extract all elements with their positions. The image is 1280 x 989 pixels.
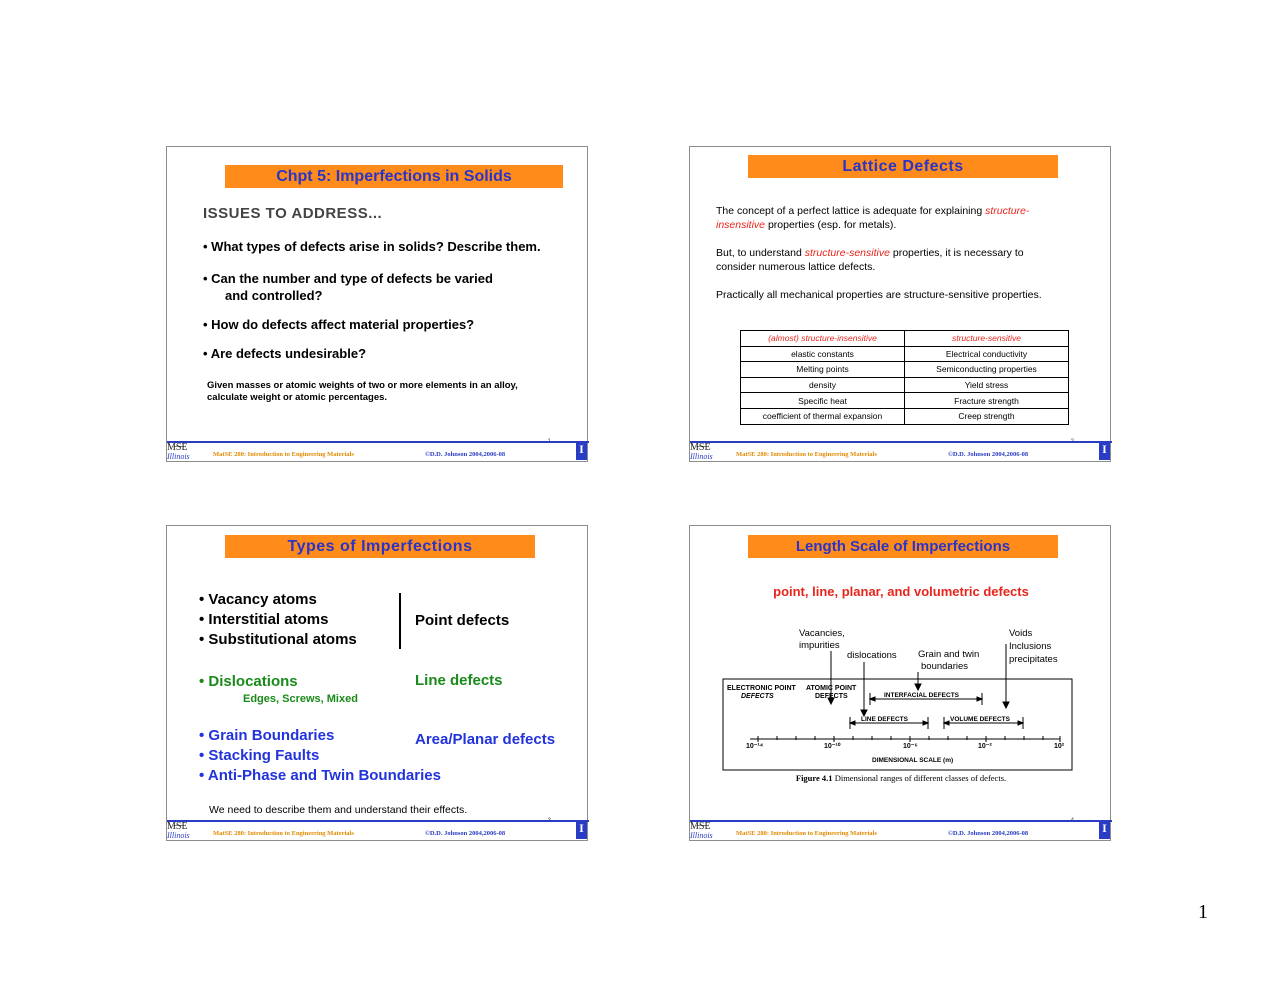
slide-subtitle: point, line, planar, and volumetric defects bbox=[773, 584, 1029, 599]
illinois-i-logo: I bbox=[576, 441, 587, 460]
tick-label: 10⁻² bbox=[978, 743, 992, 750]
note-text: Given masses or atomic weights of two or more elements in an alloy, calculate weight or atomic percentages. bbox=[207, 380, 518, 403]
list-item: • Grain Boundaries bbox=[199, 727, 335, 744]
diag-atomic: ATOMIC POINT bbox=[806, 685, 857, 692]
list-item: • Interstitial atoms bbox=[199, 611, 329, 628]
bullet-item: • What types of defects arise in solids? Describe them. bbox=[203, 239, 541, 254]
page-number: 1 bbox=[1198, 901, 1208, 923]
table-cell: Specific heat bbox=[741, 393, 905, 409]
table-cell: Yield stress bbox=[905, 377, 1069, 393]
diag-volume: VOLUME DEFECTS bbox=[950, 716, 1010, 723]
course-name: MatSE 280: Introduction to Engineering Materials bbox=[736, 451, 877, 458]
list-item: • Anti-Phase and Twin Boundaries bbox=[199, 767, 441, 784]
course-name: MatSE 280: Introduction to Engineering Materials bbox=[213, 451, 354, 458]
bullet-item: • How do defects affect material properties? bbox=[203, 317, 475, 332]
bracket-line bbox=[399, 593, 401, 649]
planar-defects-label: Area/Planar defects bbox=[415, 731, 556, 748]
copyright: ©D.D. Johnson 2004,2006-08 bbox=[948, 830, 1029, 837]
slide-title: Lattice Defects bbox=[748, 155, 1058, 178]
slide-footer bbox=[167, 822, 589, 842]
label-vacancies: Vacancies, bbox=[799, 628, 845, 639]
label-grain: boundaries bbox=[921, 661, 969, 672]
diag-electronic: ELECTRONIC POINT bbox=[727, 685, 796, 692]
tick-label: 10⁻¹⁴ bbox=[746, 743, 764, 750]
point-defects-label: Point defects bbox=[415, 612, 510, 629]
table-cell: elastic constants bbox=[741, 346, 905, 362]
label-precipitates: precipitates bbox=[1009, 654, 1058, 665]
closing-text: We need to describe them and understand their effects. bbox=[209, 804, 468, 816]
line-defects-label: Line defects bbox=[415, 672, 503, 689]
tick-label: 10² bbox=[1054, 743, 1065, 750]
slide-title: Types of Imperfections bbox=[225, 535, 535, 558]
mse-logo: M̶S̶E Illinois bbox=[167, 442, 190, 461]
line-defect-item: • Dislocations bbox=[199, 673, 298, 690]
paragraph-2: But, to understand structure-sensitive properties, it is necessary to consider numerous lattice defects. bbox=[716, 247, 1024, 273]
table-row bbox=[741, 377, 1069, 393]
label-grain: Grain and twin bbox=[918, 649, 980, 660]
planar-defect-list bbox=[199, 726, 441, 786]
slide-2 bbox=[689, 146, 1111, 462]
slide-1 bbox=[166, 146, 588, 462]
slide-3 bbox=[166, 525, 588, 841]
table-cell: Creep strength bbox=[905, 408, 1069, 424]
diag-interfacial: INTERFACIAL DEFECTS bbox=[884, 692, 959, 699]
list-item: • Vacancy atoms bbox=[199, 591, 317, 608]
illinois-i-logo: I bbox=[576, 820, 587, 839]
table-row bbox=[741, 362, 1069, 378]
slide-footer bbox=[690, 822, 1112, 842]
mse-logo: M̶S̶E Illinois bbox=[167, 821, 190, 840]
label-inclusions: Inclusions bbox=[1009, 641, 1052, 652]
slide-footer bbox=[167, 443, 589, 463]
list-item: • Substitutional atoms bbox=[199, 631, 357, 648]
illinois-i-logo: I bbox=[1099, 820, 1110, 839]
figure-caption: Figure 4.1 Dimensional ranges of different classes of defects. bbox=[795, 773, 1007, 783]
illinois-i-logo: I bbox=[1099, 441, 1110, 460]
label-impurities: impurities bbox=[799, 640, 840, 651]
copyright: ©D.D. Johnson 2004,2006-08 bbox=[425, 451, 506, 458]
table-cell: Electrical conductivity bbox=[905, 346, 1069, 362]
slide-4 bbox=[689, 525, 1111, 841]
diag-atomic: DEFECTS bbox=[815, 693, 848, 700]
course-name: MatSE 280: Introduction to Engineering Materials bbox=[736, 830, 877, 837]
copyright: ©D.D. Johnson 2004,2006-08 bbox=[425, 830, 506, 837]
copyright: ©D.D. Johnson 2004,2006-08 bbox=[948, 451, 1029, 458]
table-row bbox=[741, 393, 1069, 409]
table-row bbox=[741, 346, 1069, 362]
mse-logo: M̶S̶E Illinois bbox=[690, 442, 713, 461]
bullet-item-continued: and controlled? bbox=[225, 288, 323, 303]
table-cell: Fracture strength bbox=[905, 393, 1069, 409]
bullet-item: • Are defects undesirable? bbox=[203, 346, 367, 361]
table-cell: density bbox=[741, 377, 905, 393]
label-voids: Voids bbox=[1009, 628, 1033, 639]
diag-electronic: DEFECTS bbox=[741, 693, 774, 700]
bullet-item: • Can the number and type of defects be varied bbox=[203, 271, 493, 286]
list-item: • Stacking Faults bbox=[199, 747, 320, 764]
table-cell: coefficient of thermal expansion bbox=[741, 408, 905, 424]
table-header-cell: (almost) structure-insensitive bbox=[741, 331, 905, 347]
issues-heading: ISSUES TO ADDRESS... bbox=[203, 205, 383, 222]
slide-footer bbox=[690, 443, 1112, 463]
table-header-cell: structure-sensitive bbox=[905, 331, 1069, 347]
course-name: MatSE 280: Introduction to Engineering Materials bbox=[213, 830, 354, 837]
slide-title: Length Scale of Imperfections bbox=[748, 535, 1058, 558]
slide-title: Chpt 5: Imperfections in Solids bbox=[225, 165, 563, 188]
properties-table bbox=[740, 330, 1069, 425]
table-header-row bbox=[741, 331, 1069, 347]
line-defect-subtext: Edges, Screws, Mixed bbox=[243, 693, 358, 705]
table-cell: Melting points bbox=[741, 362, 905, 378]
label-dislocations: dislocations bbox=[847, 650, 897, 661]
diag-line: LINE DEFECTS bbox=[861, 716, 908, 723]
axis-label: DIMENSIONAL SCALE (m) bbox=[872, 757, 954, 764]
mse-logo: M̶S̶E Illinois bbox=[690, 821, 713, 840]
paragraph-1: The concept of a perfect lattice is adequate for explaining structure- insensitive properties (esp. for metals). bbox=[716, 205, 1030, 231]
tick-label: 10⁻¹⁰ bbox=[824, 743, 841, 750]
table-row bbox=[741, 408, 1069, 424]
length-scale-diagram bbox=[720, 622, 1080, 792]
paragraph-3: Practically all mechanical properties are structure-sensitive properties. bbox=[716, 289, 1042, 301]
table-cell: Semiconducting properties bbox=[905, 362, 1069, 378]
point-defect-list bbox=[199, 590, 357, 650]
tick-label: 10⁻⁶ bbox=[903, 743, 918, 750]
